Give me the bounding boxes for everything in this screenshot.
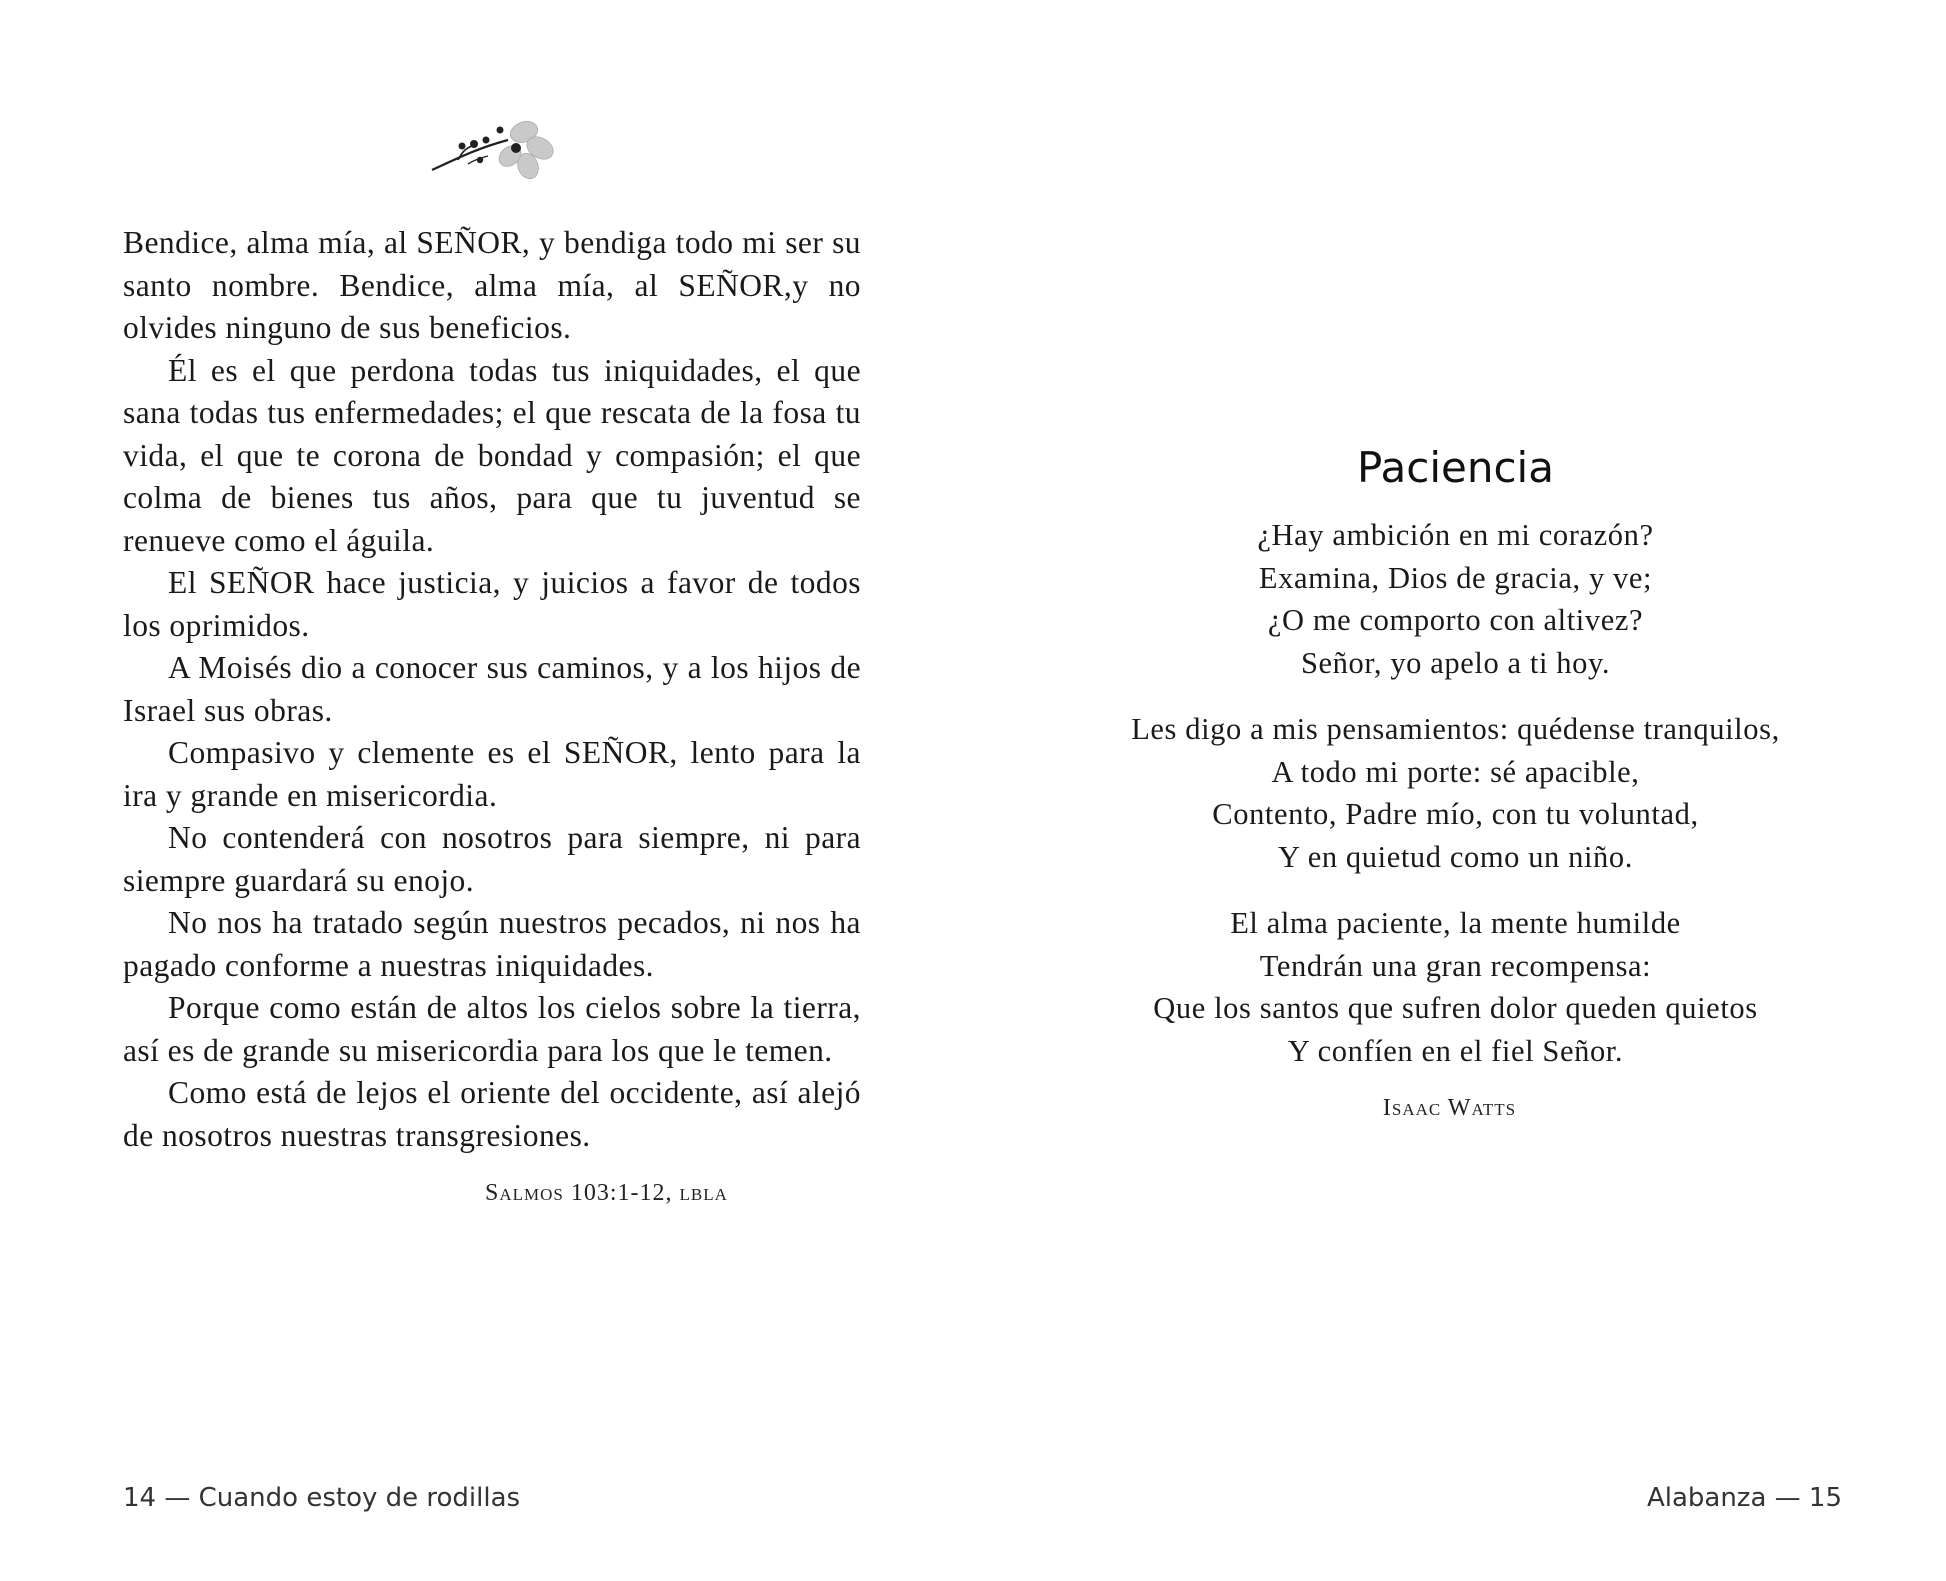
poem-line: ¿O me comporto con altivez? xyxy=(1267,603,1644,637)
poem-line: ¿Hay ambición en mi corazón? xyxy=(1257,518,1654,552)
poem-line: Que los santos que sufren dolor queden quietos xyxy=(1153,991,1758,1025)
stanza xyxy=(969,514,1942,684)
poem-title: Paciencia xyxy=(1357,443,1554,492)
paragraph: A Moisés dio a conocer sus caminos, y a los hijos de Israel sus obras. xyxy=(123,650,861,728)
poem-line: Contento, Padre mío, con tu voluntad, xyxy=(1212,797,1699,831)
paragraph: Compasivo y clemente es el SEÑOR, lento para la ira y grande en misericordia. xyxy=(123,735,861,813)
poem-line: El alma paciente, la mente humilde xyxy=(1230,906,1681,940)
paragraph: No contenderá con nosotros para siempre, ni para siempre guardará su enojo. xyxy=(123,820,861,898)
flower-sprig-icon xyxy=(428,118,556,184)
poem-attribution: Isaac Watts xyxy=(1382,1095,1517,1121)
stanza xyxy=(969,708,1942,878)
psalm-text xyxy=(123,222,861,1157)
poem-body xyxy=(969,514,1942,1096)
page-footer-right: Alabanza — 15 xyxy=(1646,1483,1842,1513)
right-page xyxy=(973,0,1946,1581)
paragraph: Como está de lejos el oriente del occidente, así alejó de nosotros nuestras transgresiones. xyxy=(123,1075,861,1153)
poem-line: Y en quietud como un niño. xyxy=(1277,839,1633,874)
poem-line: Tendrán una gran recompensa: xyxy=(1259,948,1652,983)
poem-line: Les digo a mis pensamientos: quédense tranquilos, xyxy=(1131,712,1780,746)
stanza xyxy=(969,902,1942,1072)
page-footer-left: 14 — Cuando estoy de rodillas xyxy=(123,1483,521,1513)
paragraph: No nos ha tratado según nuestros pecados, ni nos ha pagado conforme a nuestras iniquidades. xyxy=(123,905,861,983)
poem-line: Examina, Dios de gracia, y ve; xyxy=(1258,560,1653,595)
paragraph: El SEÑOR hace justicia, y juicios a favor de todos los oprimidos. xyxy=(123,565,861,643)
poem-line: Señor, yo apelo a ti hoy. xyxy=(1300,645,1611,680)
paragraph: Bendice, alma mía, al SEÑOR, y bendiga todo mi ser su santo nombre. Bendice, alma mía, al SEÑOR,y no olvides ninguno de sus beneficios. xyxy=(123,225,861,345)
poem-line: Y confíen en el fiel Señor. xyxy=(1287,1033,1624,1068)
paragraph: Porque como están de altos los cielos sobre la tierra, así es de grande su misericordia para los que le temen. xyxy=(123,990,861,1068)
psalm-attribution: Salmos 103:1-12, lbla xyxy=(485,1180,728,1206)
paragraph: Él es el que perdona todas tus iniquidades, el que sana todas tus enfermedades; el que rescata de la fosa tu vida, el que te corona de bondad y compasión; el que colma de bienes tus años, para que tu juventud se renueve como el águila. xyxy=(123,352,861,558)
poem-line: A todo mi porte: sé apacible, xyxy=(1271,754,1640,789)
